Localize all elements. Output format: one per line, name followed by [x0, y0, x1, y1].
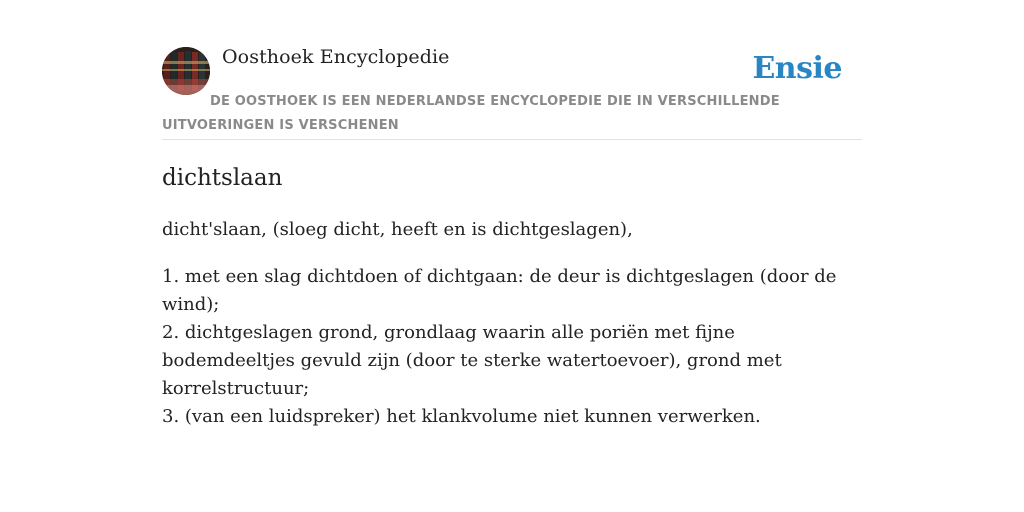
site-tagline: DE OOSTHOEK IS EEN NEDERLANDSE ENCYCLOPEDIE DIE IN VERSCHILLENDE UITVOERINGEN IS VERSCHENEN	[162, 94, 780, 133]
entry-content	[162, 160, 862, 431]
brand-logo[interactable]: Ensie	[752, 51, 842, 86]
definition-item: 1. met een slag dichtdoen of dichtgaan: de deur is dichtgeslagen (door de wind);	[162, 266, 837, 315]
definition-item: 3. (van een luidspreker) het klankvolume niet kunnen verwerken.	[162, 406, 761, 427]
entry-intro: dicht'slaan, (sloeg dicht, heeft en is dichtgeslagen),	[162, 219, 633, 240]
encyclopedia-books-icon[interactable]	[162, 47, 210, 95]
definition-item: 2. dichtgeslagen grond, grondlaag waarin alle poriën met fijne bodemdeeltjes gevuld zijn (door te sterke watertoevoer), grond met korrelstructuur;	[162, 322, 782, 399]
site-name[interactable]: Oosthoek Encyclopedie	[222, 46, 450, 68]
site-header	[162, 44, 862, 140]
definition-list	[162, 263, 862, 431]
entry-title: dichtslaan	[162, 165, 283, 191]
